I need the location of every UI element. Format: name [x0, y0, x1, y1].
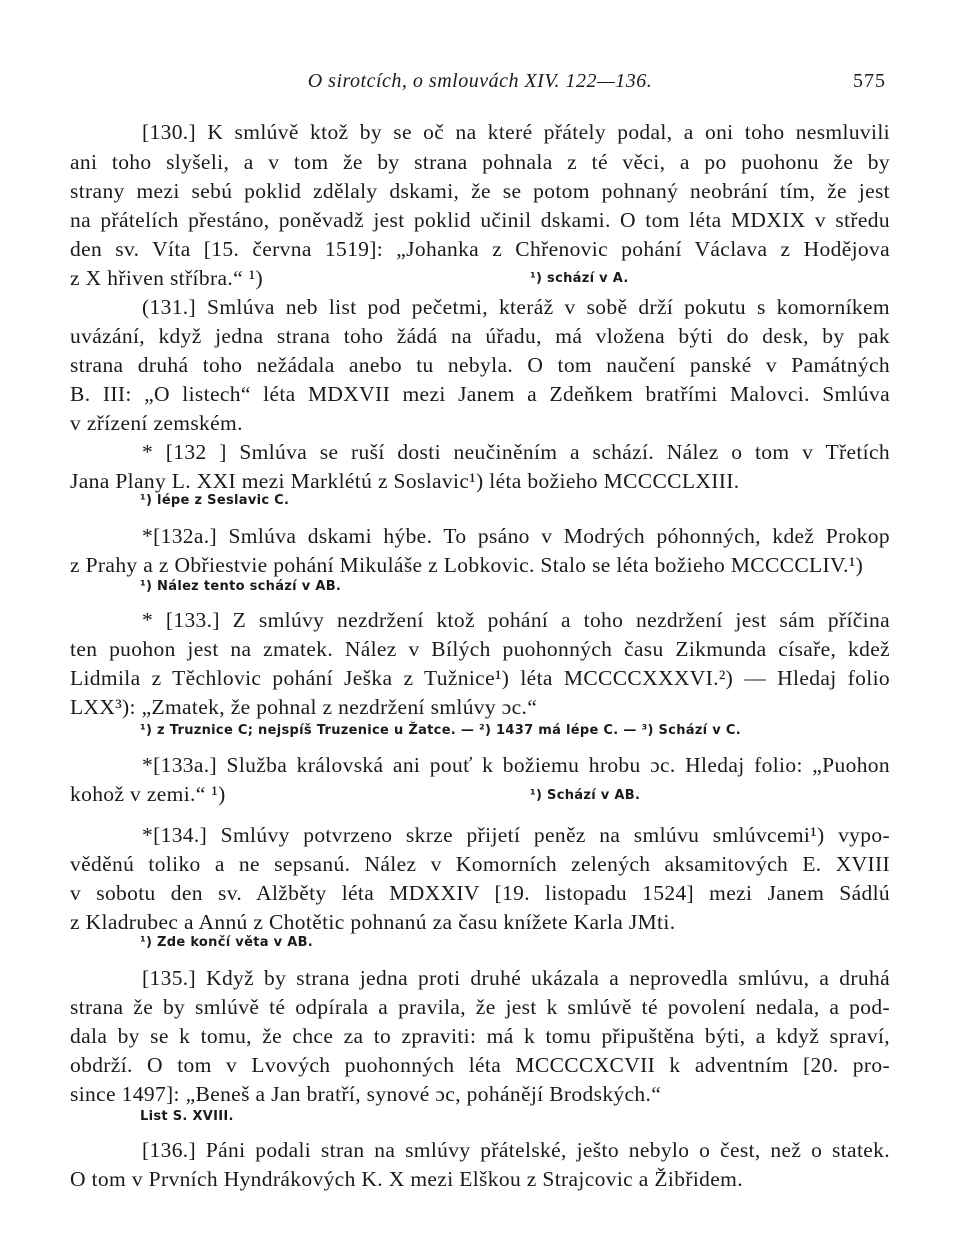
- page-number: 575: [853, 70, 886, 92]
- text-line: ani toho slyšeli, a v tom že by strana pohnala z té věci, a po puohonu že by: [70, 150, 890, 174]
- text-line: *[134.] Smlúvy potvrzeno skrze přijetí peněz na smlúvu smlúvcemi¹) vypo-: [142, 823, 890, 847]
- text-line: ten puohon jest na zmatek. Nález v Bílých puohonných času Zikmunda císaře, kdež: [70, 637, 890, 661]
- text-line: LXX³): „Zmatek, že pohnal z nezdržení smlúvy ɔc.“: [70, 695, 538, 719]
- text-line: since 1497]: „Beneš a Jan bratří, synové ɔc, pohánějí Brodských.“: [70, 1082, 662, 1106]
- text-line: obdrží. O tom v Lvových puohonných léta MCCCCXCVII k adventním [20. pro-: [70, 1053, 890, 1077]
- text-line: z X hřiven stříbra.“ ¹): [70, 266, 263, 290]
- footnote: ¹) lépe z Seslavic C.: [140, 493, 290, 508]
- text-line: [135.] Když by strana jedna proti druhé ukázala a neprovedla smlúvu, a druhá: [142, 966, 890, 990]
- text-line: v zřízení zemském.: [70, 411, 243, 435]
- text-line: na přátelích přestáno, poněvadž jest poklid učinil dskami. O tom léta MDXIX v středu: [70, 208, 890, 232]
- text-line: * [132 ] Smlúva se ruší dosti neučiněním a schází. Nález o tom v Třetích: [142, 440, 890, 464]
- text-line: (131.] Smlúva neb list pod pečetmi, kteráž v sobě drží pokutu s komorníkem: [142, 295, 890, 319]
- text-line: z Kladrubec a Annú z Chotětic pohnanú za času knížete Karla JMti.: [70, 910, 676, 934]
- text-line: z Prahy a z Obřiestvie pohání Mikuláše z Lobkovic. Stalo se léta božieho MCCCCLIV.¹): [70, 553, 864, 577]
- footnote: List S. XVIII.: [140, 1109, 234, 1124]
- text-line: dala by se k tomu, že chce za to zpraviti: má k tomu připuštěna býti, a když spraví,: [70, 1024, 890, 1048]
- text-line: *[133a.] Služba královská ani pouť k božiemu hrobu ɔc. Hledaj folio: „Puohon: [142, 753, 890, 777]
- text-line: kohož v zemi.“ ¹): [70, 782, 226, 806]
- text-line: den sv. Víta [15. června 1519]: „Johanka z Chřenovic pohání Václava z Hodějova: [70, 237, 890, 261]
- text-line: strana druhá toho nežádala anebo tu nebyla. O tom naučení panské v Památných: [70, 353, 890, 377]
- text-line: v sobotu den sv. Alžběty léta MDXXIV [19. listopadu 1524] mezi Janem Sádlú: [70, 881, 890, 905]
- running-title: O sirotcích, o smlouvách XIV. 122—136.: [307, 70, 653, 92]
- text-line: Jana Plany L. XXI mezi Marklétú z Soslavic¹) léta božieho MCCCCLXIII.: [70, 469, 740, 493]
- text-line: * [133.] Z smlúvy nezdržení ktož pohání a toho nezdržení jest sám příčina: [142, 608, 890, 632]
- page-header: [70, 70, 890, 100]
- text-line: B. III: „O listech“ léta MDXVII mezi Janem a Zdeňkem bratřími Malovci. Smlúva: [70, 382, 890, 406]
- text-line: O tom v Prvních Hyndrákových K. X mezi Elškou z Strajcovic a Žibřidem.: [70, 1167, 743, 1191]
- text-line: Lidmila z Těchlovic pohání Ješka z Tužnice¹) léta MCCCCXXXVI.²) — Hledaj folio: [70, 666, 890, 690]
- footnote: ¹) Zde končí věta v AB.: [140, 935, 314, 950]
- footnote: ¹) z Truznice C; nejspíš Truzenice u Žatce. — ²) 1437 má lépe C. — ³) Schází v C.: [140, 723, 741, 738]
- footnote: ¹) schází v A.: [530, 271, 629, 286]
- text-line: [136.] Páni podali stran na smlúvy přátelské, ješto nebylo o čest, než o statek.: [142, 1138, 890, 1162]
- footnote: ¹) Nález tento schází v AB.: [140, 579, 342, 594]
- text-line: strana že by smlúvě té odpírala a pravila, že jest k smlúvě té povolení nedala, a pod-: [70, 995, 890, 1019]
- text-line: věděnú toliko a ne sepsanú. Nález v Komorních zelených aksamitových E. XVIII: [70, 852, 890, 876]
- text-line: *[132a.] Smlúva dskami hýbe. To psáno v Modrých póhonných, kdež Prokop: [142, 524, 890, 548]
- text-line: uvázání, když jedna strana toho žádá na úřadu, má vložena býti do desk, by pak: [70, 324, 890, 348]
- footnote: ¹) Schází v AB.: [530, 788, 641, 803]
- text-line: [130.] K smlúvě ktož by se oč na které přátely podal, a oni toho nesmluvili: [142, 120, 890, 144]
- text-line: strany mezi sebú poklid zdělaly dskami, že se potom pohnaný neobrání tím, že jest: [70, 179, 890, 203]
